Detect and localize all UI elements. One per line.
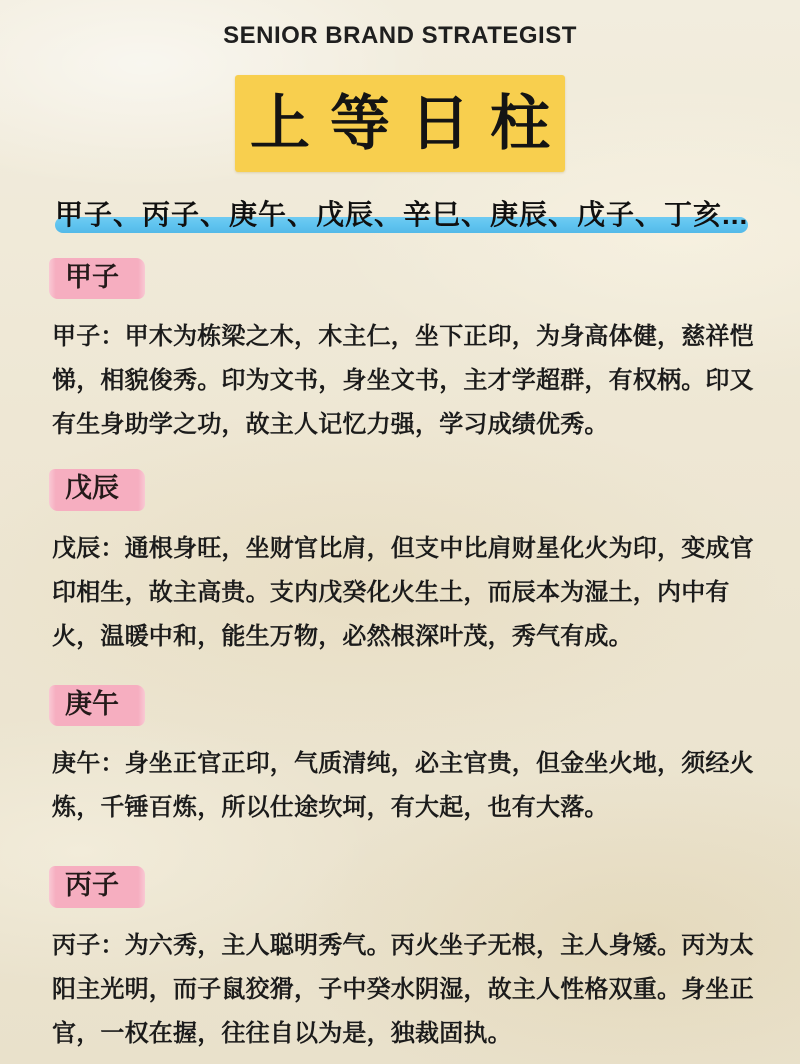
section-body-jiazi: 甲子：甲木为栋梁之木，木主仁，坐下正印，为身高体健，慈祥恺悌，相貌俊秀。印为文书，身坐文书，主才学超群，有权柄。印又有生身助学之功，故主人记忆力强，学习成绩优秀。 xyxy=(52,323,754,439)
section-gengwu xyxy=(48,685,752,830)
section-wuchen xyxy=(48,469,752,658)
section-tag-jiazi: 甲子 xyxy=(49,258,145,299)
page-kicker: SENIOR BRAND STRATEGIST xyxy=(223,22,577,49)
title-highlight-box xyxy=(235,75,570,172)
section-tag-bingzi: 丙子 xyxy=(49,866,145,907)
section-tag-wuchen: 戊辰 xyxy=(49,469,145,510)
pillars-summary-text: 甲子、丙子、庚午、戊辰、辛巳、庚辰、戊子、丁亥... xyxy=(55,199,749,230)
section-body-bingzi: 丙子：为六秀，主人聪明秀气。丙火坐子无根，主人身矮。丙为太阳主光明，而子鼠狡猾，子中癸水阴湿，故主人性格双重。身坐正官，一权在握，往往自以为是，独裁固执。 xyxy=(52,931,754,1047)
section-body-gengwu: 庚午：身坐正官正印，气质清纯，必主官贵，但金坐火地，须经火炼，千锤百炼，所以仕途坎坷，有大起，也有大落。 xyxy=(52,750,754,822)
section-jiazi xyxy=(48,258,752,447)
pillars-summary xyxy=(55,193,752,238)
section-tag-gengwu: 庚午 xyxy=(49,685,145,726)
section-body-wuchen: 戊辰：通根身旺，坐财官比肩，但支中比肩财星化火为印，变成官印相生，故主高贵。支内戊癸化火生土，而辰本为湿土，内中有火，温暖中和，能生万物，必然根深叶茂，秀气有成。 xyxy=(52,534,754,650)
page-title: 上等日柱 xyxy=(250,90,570,157)
section-bingzi xyxy=(48,866,752,1055)
